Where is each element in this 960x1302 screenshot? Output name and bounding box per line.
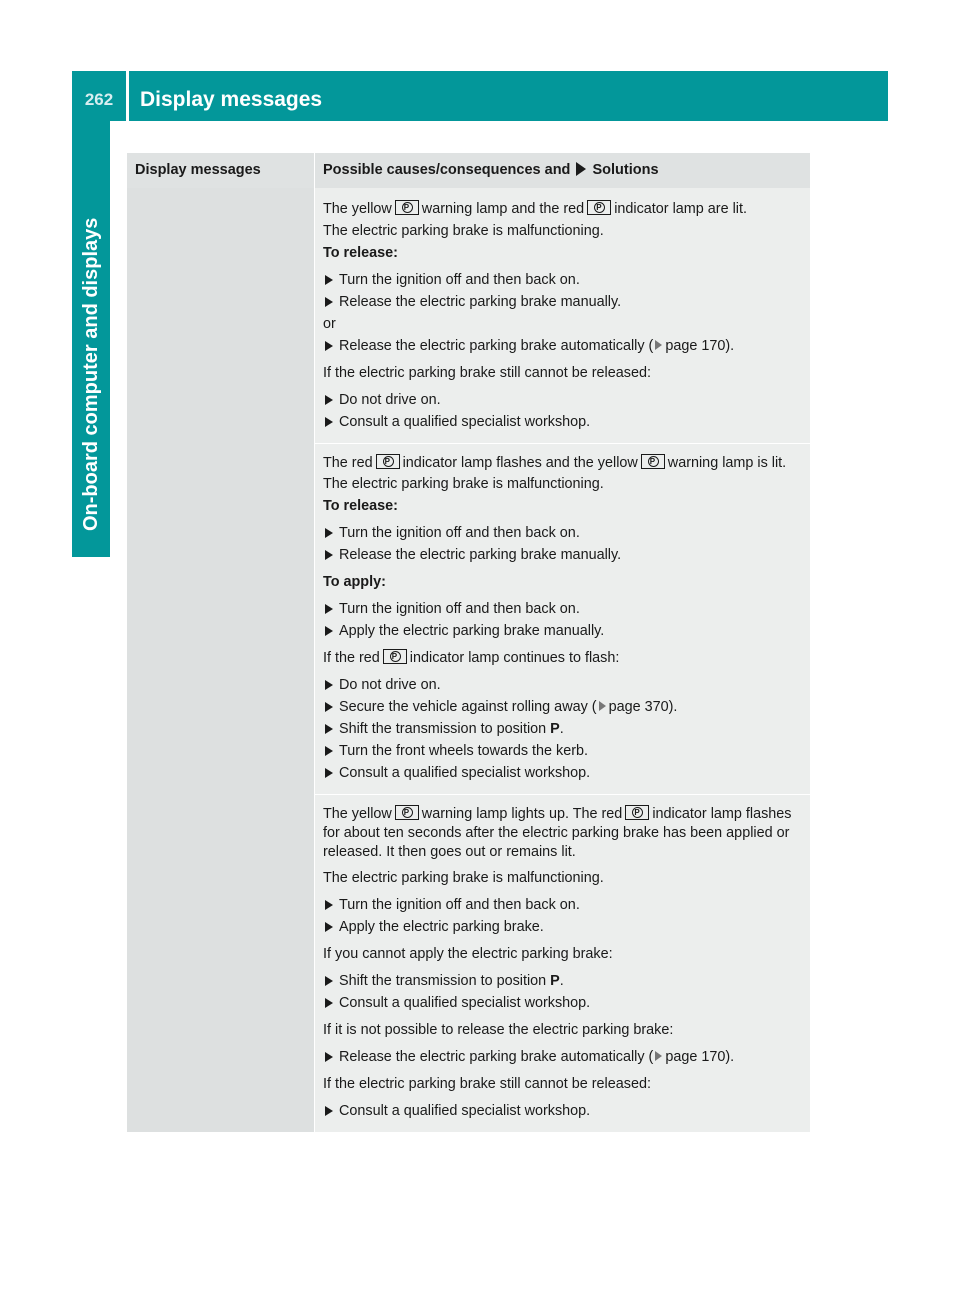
block-intro: The yellowP warning lamp lights up. The redP indicator lamp flashes for about ten seconds after the electric parking brake has been applied or released. It then goes out or remains lit. [323,805,802,862]
table-header [127,153,810,188]
table-body [127,188,810,1132]
parking-brake-icon [625,805,649,820]
page-reference-icon [599,701,606,711]
parking-brake-icon [587,200,611,215]
list-item: Release the electric parking brake manually. [323,291,802,313]
list-item: Secure the vehicle against rolling away ( page 370). [323,696,802,718]
block-text: If it is not possible to release the electric parking brake: [323,1022,674,1038]
block-text: If the electric parking brake still cannot be released: [323,365,651,381]
list-item: Turn the ignition off and then back on. [323,522,802,544]
block-text: If you cannot apply the electric parking brake: [323,946,613,962]
display-message-cell [127,188,314,1132]
block-text: The electric parking brake is malfunctioning. [323,223,604,239]
parking-brake-icon [641,454,665,469]
list-item: Consult a qualified specialist workshop. [323,762,802,784]
list-item: Release the electric parking brake automatically ( page 170). [323,335,802,357]
list-item: Shift the transmission to position P. [323,718,802,740]
chapter-label: On-board computer and displays [80,217,102,531]
or-text: or [323,316,336,332]
block-text: If the redP indicator lamp continues to flash: [323,647,802,669]
parking-brake-icon [383,649,407,664]
list-item: Turn the ignition off and then back on. [323,269,802,291]
section-title: Display messages [140,88,323,111]
release-heading: To release: [323,245,398,261]
block-text: The electric parking brake is malfunctioning. [323,476,604,492]
block-intro: The redP indicator lamp flashes and the yellowP warning lamp is lit. [323,454,802,473]
list-item: Shift the transmission to position P. [323,970,802,992]
parking-brake-icon [395,200,419,215]
page-reference-icon [655,1051,662,1061]
list-item: Turn the ignition off and then back on. [323,894,802,916]
list-item: Consult a qualified specialist workshop. [323,1100,802,1122]
solution-block-3 [315,794,810,1132]
list-item: Turn the ignition off and then back on. [323,598,802,620]
display-messages-table [127,153,810,1132]
apply-heading: To apply: [323,574,386,590]
solutions-column [314,188,810,1132]
page-header [72,71,888,121]
column-header-display-messages: Display messages [135,162,261,178]
solution-block-2 [315,443,810,794]
list-item: Do not drive on. [323,674,802,696]
list-item: Turn the front wheels towards the kerb. [323,740,802,762]
list-item: Apply the electric parking brake manually. [323,620,802,642]
list-item: Consult a qualified specialist workshop. [323,992,802,1014]
release-heading: To release: [323,498,398,514]
parking-brake-icon [395,805,419,820]
block-text: If the electric parking brake still cannot be released: [323,1076,651,1092]
list-item: Release the electric parking brake automatically ( page 170). [323,1046,802,1068]
column-header-causes-solutions: Possible causes/consequences and Solutions [314,153,810,188]
list-item: Consult a qualified specialist workshop. [323,411,802,433]
solution-block-1 [315,188,810,443]
parking-brake-icon [376,454,400,469]
list-item: Release the electric parking brake manually. [323,544,802,566]
block-intro: The yellowP warning lamp and the redP indicator lamp are lit. [323,198,802,220]
step-arrow-icon [576,162,586,176]
page-number: 262 [84,90,114,109]
chapter-tab [72,121,110,557]
header-divider [126,71,129,121]
page-reference-icon [655,340,662,350]
list-item: Do not drive on. [323,389,802,411]
list-item: Apply the electric parking brake. [323,916,802,938]
block-text: The electric parking brake is malfunctioning. [323,870,604,886]
